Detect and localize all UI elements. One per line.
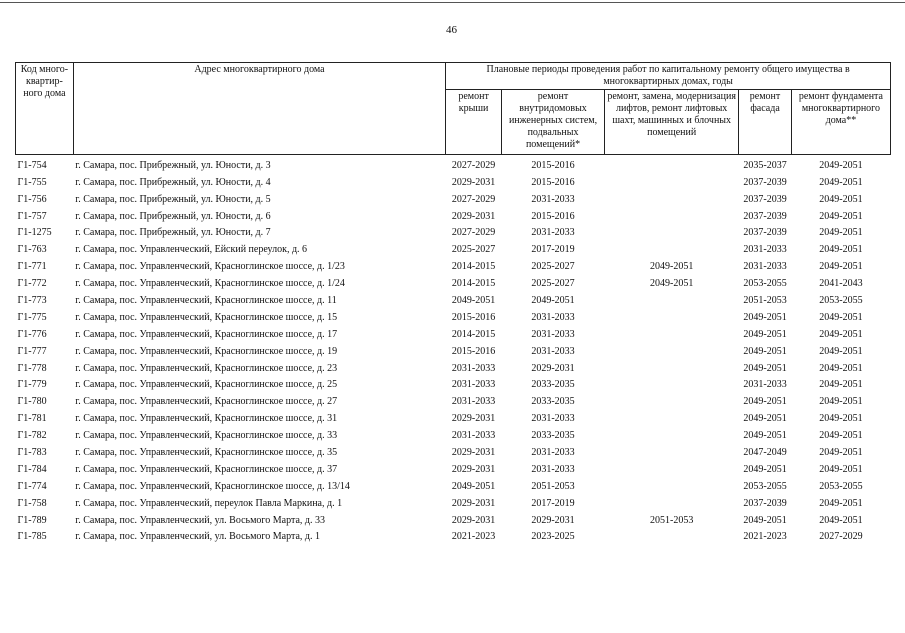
cell-lifts: 2049-2051 [650, 278, 694, 290]
cell-address: г. Самара, пос. Управленческий, ул. Восьмого Марта, д. 33 [75, 514, 325, 526]
cell-facade: 2037-2039 [743, 193, 787, 205]
cell-facade: 2047-2049 [743, 447, 787, 459]
header-roof: ремонт крыши [446, 90, 502, 155]
table-row [16, 239, 891, 256]
cell-engineering: 2029-2031 [531, 362, 575, 374]
header-facade: ремонт фасада [739, 90, 792, 155]
cell-roof: 2014-2015 [451, 278, 496, 290]
cell-lifts [605, 239, 739, 256]
cell-engineering: 2015-2016 [531, 159, 575, 171]
cell-roof: 2029-2031 [451, 176, 496, 188]
cell-engineering: 2031-2033 [531, 311, 575, 323]
cell-foundation: 2049-2051 [819, 244, 863, 256]
cell-facade: 2051-2053 [743, 295, 787, 307]
table-row [16, 408, 891, 425]
page-number: 46 [446, 24, 457, 36]
cell-foundation: 2049-2051 [819, 430, 863, 442]
cell-address: г. Самара, пос. Управленческий, переулок Павла Маркина, д. 1 [75, 497, 343, 509]
cell-code: Г1-773 [17, 295, 47, 307]
cell-lifts [605, 527, 739, 544]
cell-engineering: 2033-2035 [531, 379, 575, 391]
cell-roof: 2029-2031 [451, 463, 496, 475]
table-row [16, 425, 891, 442]
cell-lifts [605, 408, 739, 425]
cell-facade: 2049-2051 [743, 413, 787, 425]
cell-engineering: 2051-2053 [531, 480, 575, 492]
cell-address: г. Самара, пос. Управленческий, Красноглинское шоссе, д. 33 [75, 430, 338, 442]
cell-engineering: 2049-2051 [531, 295, 575, 307]
cell-foundation: 2049-2051 [819, 379, 863, 391]
table-row [16, 510, 891, 527]
cell-engineering: 2031-2033 [531, 227, 575, 239]
cell-engineering: 2033-2035 [531, 396, 575, 408]
cell-address: г. Самара, пос. Управленческий, Красноглинское шоссе, д. 17 [75, 328, 338, 340]
cell-address: г. Самара, пос. Управленческий, Красноглинское шоссе, д. 19 [75, 345, 338, 357]
cell-lifts [605, 391, 739, 408]
cell-lifts: 2049-2051 [650, 261, 694, 273]
cell-foundation: 2053-2055 [819, 295, 863, 307]
cell-engineering: 2031-2033 [531, 447, 575, 459]
cell-address: г. Самара, пос. Прибрежный, ул. Юности, д. 5 [75, 193, 271, 205]
cell-facade: 2049-2051 [743, 463, 787, 475]
cell-roof: 2031-2033 [451, 396, 496, 408]
table-row [16, 358, 891, 375]
cell-lifts [605, 223, 739, 240]
table-row [16, 256, 891, 273]
cell-engineering: 2015-2016 [531, 210, 575, 222]
cell-facade: 2037-2039 [743, 227, 787, 239]
cell-code: Г1-781 [17, 413, 47, 425]
cell-code: Г1-784 [17, 463, 47, 475]
cell-code: Г1-778 [17, 362, 47, 374]
cell-lifts [605, 290, 739, 307]
cell-engineering: 2031-2033 [531, 193, 575, 205]
cell-lifts [605, 307, 739, 324]
cell-foundation: 2049-2051 [819, 345, 863, 357]
header-lifts: ремонт, замена, модернизация лифтов, ремонт лифтовых шахт, машинных и блочных помещений [605, 90, 739, 155]
cell-engineering: 2031-2033 [531, 413, 575, 425]
cell-address: г. Самара, пос. Управленческий, Красноглинское шоссе, д. 1/23 [75, 261, 345, 273]
cell-roof: 2049-2051 [451, 480, 496, 492]
cell-foundation: 2049-2051 [819, 447, 863, 459]
cell-foundation: 2053-2055 [819, 480, 863, 492]
cell-engineering: 2025-2027 [531, 278, 575, 290]
cell-code: Г1-776 [17, 328, 47, 340]
cell-roof: 2015-2016 [451, 311, 496, 323]
cell-facade: 2035-2037 [743, 159, 787, 171]
cell-foundation: 2041-2043 [819, 278, 863, 290]
table-row [16, 223, 891, 240]
header-foundation: ремонт фундамента многоквартирного дома** [791, 90, 890, 155]
cell-foundation: 2049-2051 [819, 159, 863, 171]
cell-facade: 2037-2039 [743, 210, 787, 222]
cell-facade: 2049-2051 [743, 430, 787, 442]
cell-lifts [605, 324, 739, 341]
cell-code: Г1-754 [17, 159, 47, 171]
cell-lifts [605, 206, 739, 223]
table-row [16, 290, 891, 307]
cell-roof: 2029-2031 [451, 497, 496, 509]
cell-lifts [605, 341, 739, 358]
cell-facade: 2053-2055 [743, 278, 787, 290]
cell-lifts [605, 476, 739, 493]
cell-roof: 2031-2033 [451, 430, 496, 442]
cell-code: Г1-763 [17, 244, 47, 256]
table-row [16, 442, 891, 459]
cell-engineering: 2031-2033 [531, 345, 575, 357]
cell-foundation: 2049-2051 [819, 328, 863, 340]
cell-facade: 2021-2023 [743, 531, 787, 543]
cell-address: г. Самара, пос. Прибрежный, ул. Юности, д. 7 [75, 227, 271, 239]
cell-roof: 2027-2029 [451, 227, 496, 239]
cell-foundation: 2027-2029 [819, 531, 863, 543]
header-code: Код много-квартир-ного дома [16, 63, 74, 155]
cell-code: Г1-782 [17, 430, 47, 442]
cell-address: г. Самара, пос. Управленческий, Красноглинское шоссе, д. 15 [75, 311, 338, 323]
cell-address: г. Самара, пос. Прибрежный, ул. Юности, д. 4 [75, 176, 271, 188]
cell-roof: 2029-2031 [451, 210, 496, 222]
cell-code: Г1-1275 [17, 227, 52, 239]
header-planned-periods: Плановые периоды проведения работ по капитальному ремонту общего имущества в многоквартирных домах, годы [446, 63, 891, 90]
table-body [16, 155, 891, 544]
capital-repair-table [15, 62, 891, 543]
cell-roof: 2015-2016 [451, 345, 496, 357]
table-row [16, 324, 891, 341]
cell-roof: 2027-2029 [451, 193, 496, 205]
table-row [16, 375, 891, 392]
cell-code: Г1-771 [17, 261, 47, 273]
cell-code: Г1-755 [17, 176, 47, 188]
cell-engineering: 2033-2035 [531, 430, 575, 442]
cell-code: Г1-780 [17, 396, 47, 408]
header-engineering: ремонт внутридомовых инженерных систем, подвальных помещений* [501, 90, 604, 155]
cell-lifts [605, 358, 739, 375]
cell-address: г. Самара, пос. Управленческий, Красноглинское шоссе, д. 23 [75, 362, 338, 374]
cell-foundation: 2049-2051 [819, 463, 863, 475]
cell-engineering: 2025-2027 [531, 261, 575, 273]
cell-address: г. Самара, пос. Управленческий, Ейский переулок, д. 6 [75, 244, 308, 256]
cell-code: Г1-758 [17, 497, 47, 509]
cell-facade: 2049-2051 [743, 362, 787, 374]
table-row [16, 206, 891, 223]
cell-facade: 2049-2051 [743, 396, 787, 408]
cell-address: г. Самара, пос. Прибрежный, ул. Юности, д. 3 [75, 159, 271, 171]
cell-lifts [605, 425, 739, 442]
cell-engineering: 2023-2025 [531, 531, 575, 543]
cell-foundation: 2049-2051 [819, 514, 863, 526]
cell-address: г. Самара, пос. Прибрежный, ул. Юности, д. 6 [75, 210, 271, 222]
cell-foundation: 2049-2051 [819, 176, 863, 188]
table-row [16, 307, 891, 324]
cell-code: Г1-779 [17, 379, 47, 391]
table-row [16, 493, 891, 510]
cell-address: г. Самара, пос. Управленческий, Красноглинское шоссе, д. 27 [75, 396, 338, 408]
cell-lifts [605, 189, 739, 206]
cell-code: Г1-756 [17, 193, 47, 205]
cell-address: г. Самара, пос. Управленческий, Красноглинское шоссе, д. 37 [75, 463, 338, 475]
cell-lifts [605, 375, 739, 392]
table-row [16, 391, 891, 408]
cell-roof: 2021-2023 [451, 531, 496, 543]
cell-address: г. Самара, пос. Управленческий, ул. Восьмого Марта, д. 1 [75, 531, 320, 543]
cell-foundation: 2049-2051 [819, 193, 863, 205]
cell-roof: 2029-2031 [451, 413, 496, 425]
cell-facade: 2049-2051 [743, 328, 787, 340]
cell-foundation: 2049-2051 [819, 396, 863, 408]
cell-roof: 2031-2033 [451, 362, 496, 374]
cell-address: г. Самара, пос. Управленческий, Красноглинское шоссе, д. 25 [75, 379, 338, 391]
cell-address: г. Самара, пос. Управленческий, Красноглинское шоссе, д. 13/14 [75, 480, 350, 492]
top-border-line [0, 2, 905, 3]
cell-roof: 2025-2027 [451, 244, 496, 256]
cell-foundation: 2049-2051 [819, 210, 863, 222]
cell-lifts: 2051-2053 [650, 514, 694, 526]
cell-facade: 2049-2051 [743, 311, 787, 323]
table-row [16, 527, 891, 544]
cell-foundation: 2049-2051 [819, 362, 863, 374]
cell-facade: 2031-2033 [743, 244, 787, 256]
table-row [16, 459, 891, 476]
cell-facade: 2053-2055 [743, 480, 787, 492]
table-row [16, 476, 891, 493]
table-row [16, 172, 891, 189]
cell-code: Г1-772 [17, 278, 47, 290]
cell-code: Г1-789 [17, 514, 47, 526]
cell-roof: 2014-2015 [451, 261, 496, 273]
cell-foundation: 2049-2051 [819, 227, 863, 239]
cell-lifts [605, 172, 739, 189]
cell-foundation: 2049-2051 [819, 261, 863, 273]
cell-roof: 2031-2033 [451, 379, 496, 391]
cell-facade: 2031-2033 [743, 379, 787, 391]
cell-code: Г1-757 [17, 210, 47, 222]
cell-engineering: 2017-2019 [531, 244, 575, 256]
cell-roof: 2029-2031 [451, 447, 496, 459]
cell-address: г. Самара, пос. Управленческий, Красноглинское шоссе, д. 31 [75, 413, 338, 425]
table-row [16, 341, 891, 358]
cell-engineering: 2029-2031 [531, 514, 575, 526]
cell-roof: 2014-2015 [451, 328, 496, 340]
cell-facade: 2037-2039 [743, 497, 787, 509]
cell-roof: 2027-2029 [451, 159, 496, 171]
cell-code: Г1-783 [17, 447, 47, 459]
cell-foundation: 2049-2051 [819, 311, 863, 323]
cell-facade: 2037-2039 [743, 176, 787, 188]
cell-foundation: 2049-2051 [819, 413, 863, 425]
table-row [16, 155, 891, 172]
cell-code: Г1-774 [17, 480, 47, 492]
cell-foundation: 2049-2051 [819, 497, 863, 509]
cell-facade: 2049-2051 [743, 514, 787, 526]
cell-address: г. Самара, пос. Управленческий, Красноглинское шоссе, д. 35 [75, 447, 338, 459]
table-row [16, 189, 891, 206]
cell-engineering: 2015-2016 [531, 176, 575, 188]
cell-address: г. Самара, пос. Управленческий, Красноглинское шоссе, д. 11 [75, 295, 337, 307]
cell-lifts [605, 459, 739, 476]
table-row [16, 273, 891, 290]
cell-code: Г1-785 [17, 531, 47, 543]
cell-roof: 2049-2051 [451, 295, 496, 307]
cell-engineering: 2017-2019 [531, 497, 575, 509]
cell-lifts [605, 155, 739, 172]
cell-engineering: 2031-2033 [531, 328, 575, 340]
cell-lifts [605, 493, 739, 510]
cell-code: Г1-777 [17, 345, 47, 357]
header-address: Адрес многоквартирного дома [73, 63, 445, 155]
cell-address: г. Самара, пос. Управленческий, Красноглинское шоссе, д. 1/24 [75, 278, 345, 290]
cell-facade: 2031-2033 [743, 261, 787, 273]
cell-engineering: 2031-2033 [531, 463, 575, 475]
cell-lifts [605, 442, 739, 459]
cell-facade: 2049-2051 [743, 345, 787, 357]
cell-roof: 2029-2031 [451, 514, 496, 526]
cell-code: Г1-775 [17, 311, 47, 323]
